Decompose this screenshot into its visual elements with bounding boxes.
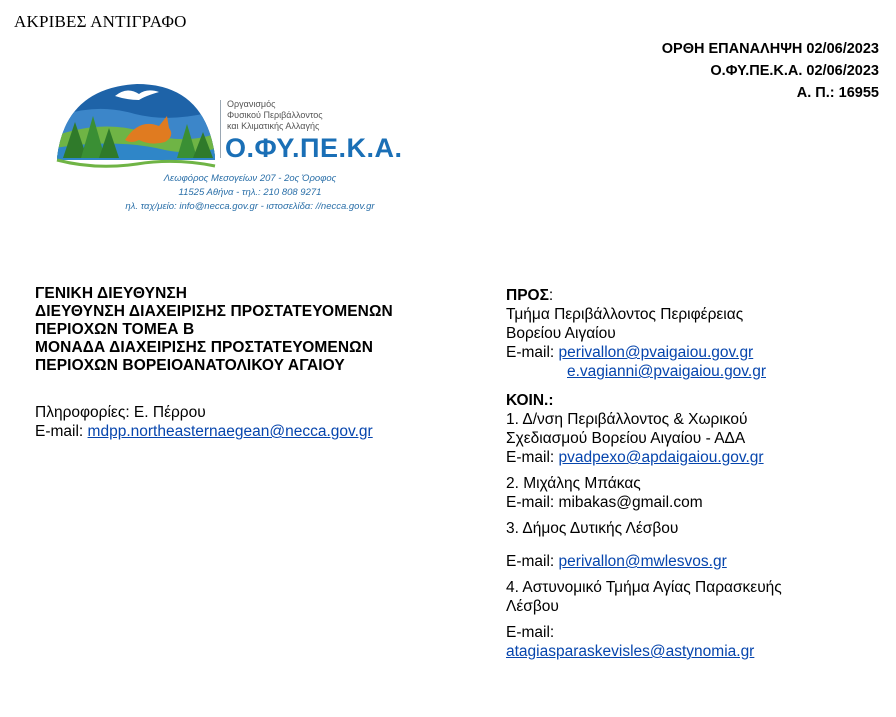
org-full-name [227, 99, 323, 132]
sender-block [35, 285, 475, 441]
cc-item-line: 1. Δ/νση Περιβάλλοντος & Χωρικού [506, 411, 748, 428]
cc-item [506, 578, 886, 661]
email-label: E-mail: [506, 494, 555, 511]
heading-line: ΜΟΝΑΔΑ ΔΙΑΧΕΙΡΙΣΗΣ ΠΡΟΣΤΑΤΕΥΟΜΕΝΩΝ [35, 339, 373, 356]
to-email-line [506, 343, 886, 362]
cc-email-line [506, 642, 886, 661]
heading-line: ΓΕΝΙΚΗ ΔΙΕΥΘΥΝΣΗ [35, 285, 188, 302]
cc-email-link[interactable]: atagiasparaskevisles@astynomia.gr [506, 643, 755, 660]
sender-email-line [35, 422, 475, 441]
cc-email-link[interactable]: perivallon@mwlesvos.gr [558, 553, 727, 570]
to-email-link[interactable]: perivallon@pvaigaiou.gov.gr [558, 344, 754, 361]
repeat-notice: ΟΡΘΗ ΕΠΑΝΑΛΗΨΗ 02/06/2023 [661, 41, 879, 57]
cc-email-line [506, 448, 886, 467]
org-name-line: Οργανισμός [227, 99, 276, 109]
recipients-block [506, 286, 886, 661]
document-reference-block [662, 38, 879, 104]
heading-line: ΠΕΡΙΟΧΩΝ ΤΟΜΕΑ Β [35, 321, 195, 338]
logo-landscape-icon [55, 78, 225, 168]
to-email-link[interactable]: e.vagianni@pvaigaiou.gov.gr [567, 363, 766, 380]
cc-email-text: mibakas@gmail.com [558, 494, 703, 511]
cc-item-line: Σχεδιασμού Βορείου Αιγαίου - ΑΔΑ [506, 430, 746, 447]
cc-email-link[interactable]: pvadpexo@apdaigaiou.gov.gr [558, 449, 764, 466]
cc-email-line [506, 493, 886, 512]
email-label: E-mail: [506, 553, 555, 570]
cc-item [506, 410, 886, 467]
to-recipient-line: Τμήμα Περιβάλλοντος Περιφέρειας [506, 306, 744, 323]
cc-item-line: Λέσβου [506, 598, 559, 615]
org-name-line: Φυσικού Περιβάλλοντος [227, 110, 323, 120]
heading-line: ΠΕΡΙΟΧΩΝ ΒΟΡΕΙΟΑΝΑΤΟΛΙΚΟΥ ΑΓΑΙΟΥ [35, 357, 345, 374]
email-label: E-mail: [506, 449, 555, 466]
email-label: E-mail: [506, 344, 555, 361]
sender-heading [35, 285, 475, 375]
certified-copy-stamp: ΑΚΡΙΒΕΣ ΑΝΤΙΓΡΑΦΟ [14, 12, 187, 31]
cc-label: ΚΟΙΝ.: [506, 392, 554, 409]
org-acronym: Ο.ΦΥ.ΠΕ.Κ.Α. [225, 133, 403, 163]
org-name-line: και Κλιματικής Αλλαγής [227, 121, 320, 131]
address-line: Λεωφόρος Μεσογείων 207 - 2ος Όροφος [163, 173, 337, 184]
cc-item-line: 2. Μιχάλης Μπάκας [506, 475, 641, 492]
org-date: Ο.ΦΥ.ΠΕ.Κ.Α. 02/06/2023 [710, 63, 879, 79]
to-recipient-line: Βορείου Αιγαίου [506, 325, 616, 342]
to-email-line-2 [506, 362, 886, 381]
to-colon: : [548, 287, 554, 304]
email-label: E-mail: [35, 423, 84, 440]
address-line: ηλ. ταχ/μείο: info@necca.gov.gr - ιστοσελίδα: //necca.gov.gr [125, 201, 375, 212]
to-label: ΠΡΟΣ [506, 287, 549, 304]
cc-item [506, 474, 886, 512]
cc-item [506, 519, 886, 571]
sender-email-link[interactable]: mdpp.northeasternaegean@necca.gov.gr [87, 423, 373, 440]
cc-item-line: 4. Αστυνομικό Τμήμα Αγίας Παρασκευής [506, 579, 782, 596]
info-line: Πληροφορίες: Ε. Πέρρου [35, 404, 206, 421]
cc-email-line [506, 552, 886, 571]
to-label-line [506, 286, 886, 305]
heading-line: ΔΙΕΥΘΥΝΣΗ ΔΙΑΧΕΙΡΙΣΗΣ ΠΡΟΣΤΑΤΕΥΟΜΕΝΩΝ [35, 303, 393, 320]
protocol-number: Α. Π.: 16955 [796, 85, 879, 101]
cc-email-label-line: E-mail: [506, 624, 555, 641]
address-line: 11525 Αθήνα - τηλ.: 210 808 9271 [178, 187, 322, 198]
cc-item-line: 3. Δήμος Δυτικής Λέσβου [506, 520, 679, 537]
logo-divider [220, 100, 221, 158]
org-address-block [100, 172, 400, 214]
